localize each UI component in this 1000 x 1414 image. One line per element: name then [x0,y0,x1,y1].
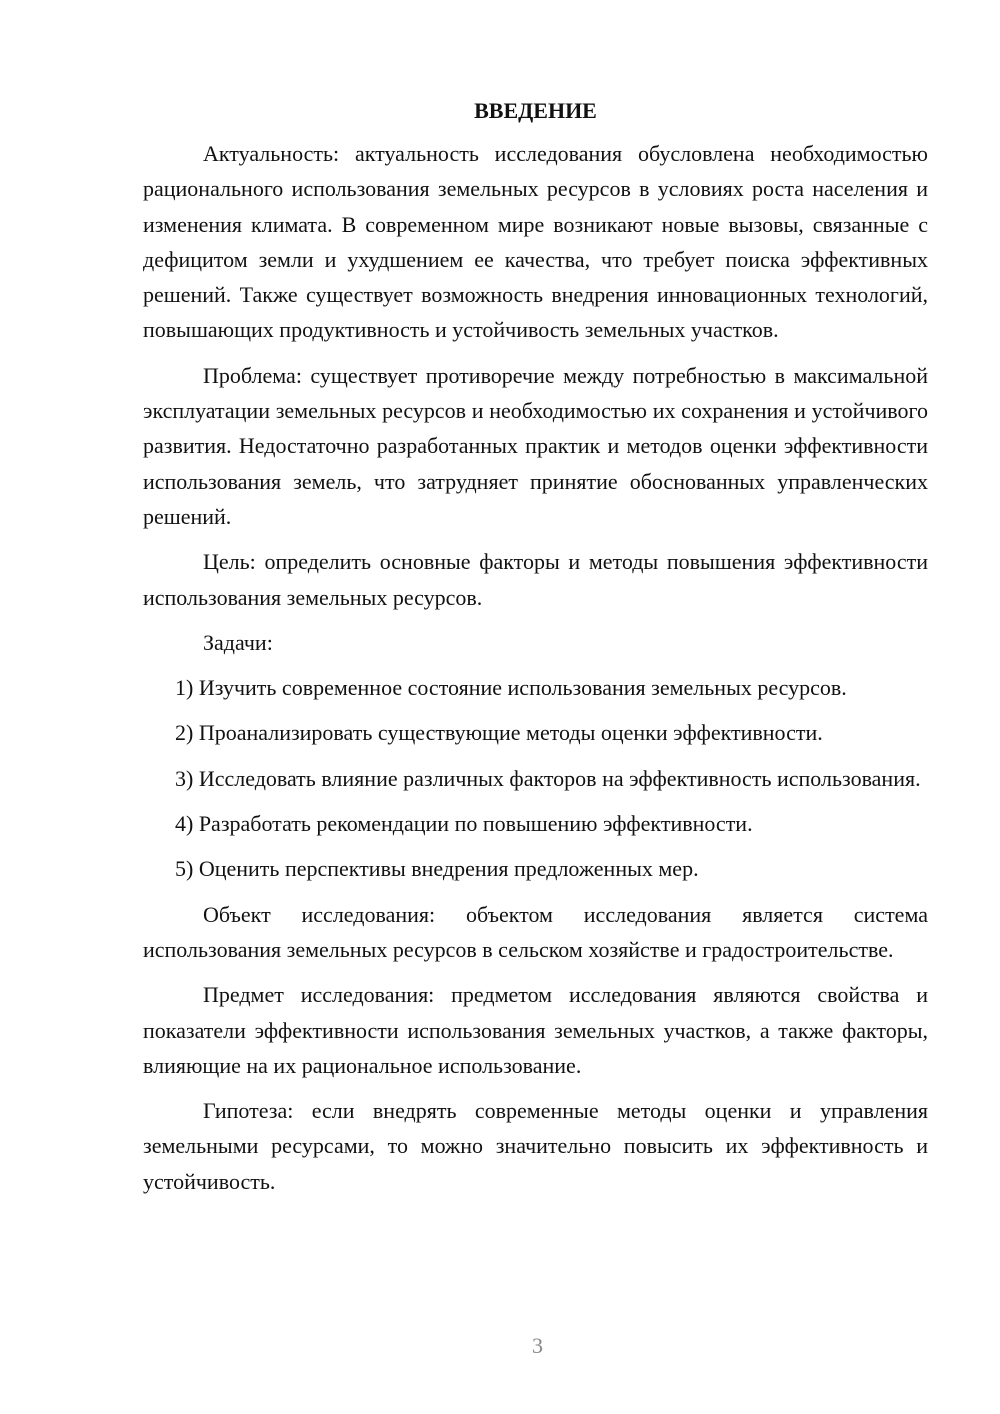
task-item: 3) Исследовать влияние различных факторов на эффективность использования. [175,765,921,791]
tasks-heading: Задачи: [203,629,273,655]
task-item: 5) Оценить перспективы внедрения предложенных мер. [175,856,699,882]
paragraph-problem: Проблема: существует противоречие между потребностью в максимальной эксплуатации земельных ресурсов и необходимостью их сохранения и устойчивого развития. Недостаточно разработанных практик и методов оценки эффективности использования земель, что затрудняет принятие обоснованных управленческих решений. [143,362,928,529]
task-item: 4) Разработать рекомендации по повышению эффективности. [175,811,753,837]
paragraph-hypothesis: Гипотеза: если внедрять современные методы оценки и управления земельными ресурсами, то можно значительно повысить их эффективность и устойчивость. [143,1098,928,1194]
paragraph-relevance: Актуальность: актуальность исследования обусловлена необходимостью рационального использования земельных ресурсов в условиях роста населения и изменения климата. В современном мире возникают новые вызовы, связанные с дефицитом земли и ухудшением ее качества, что требует поиска эффективных решений. Также существует возможность внедрения инновационных технологий, повышающих продуктивность и устойчивость земельных участков. [143,141,928,343]
task-item: 1) Изучить современное состояние использования земельных ресурсов. [175,675,847,701]
paragraph-goal: Цель: определить основные факторы и методы повышения эффективности использования земельных ресурсов. [143,549,928,610]
page-number: 3 [532,1333,543,1358]
task-item: 2) Проанализировать существующие методы оценки эффективности. [175,720,823,746]
document-page [143,96,928,1209]
paragraph-object: Объект исследования: объектом исследования является система использования земельных ресурсов в сельском хозяйстве и градостроительстве. [143,901,928,962]
page-title: ВВЕДЕНИЕ [474,98,597,123]
paragraph-subject: Предмет исследования: предметом исследования являются свойства и показатели эффективности использования земельных участков, а также факторы, влияющие на их рациональное использование. [143,982,928,1078]
